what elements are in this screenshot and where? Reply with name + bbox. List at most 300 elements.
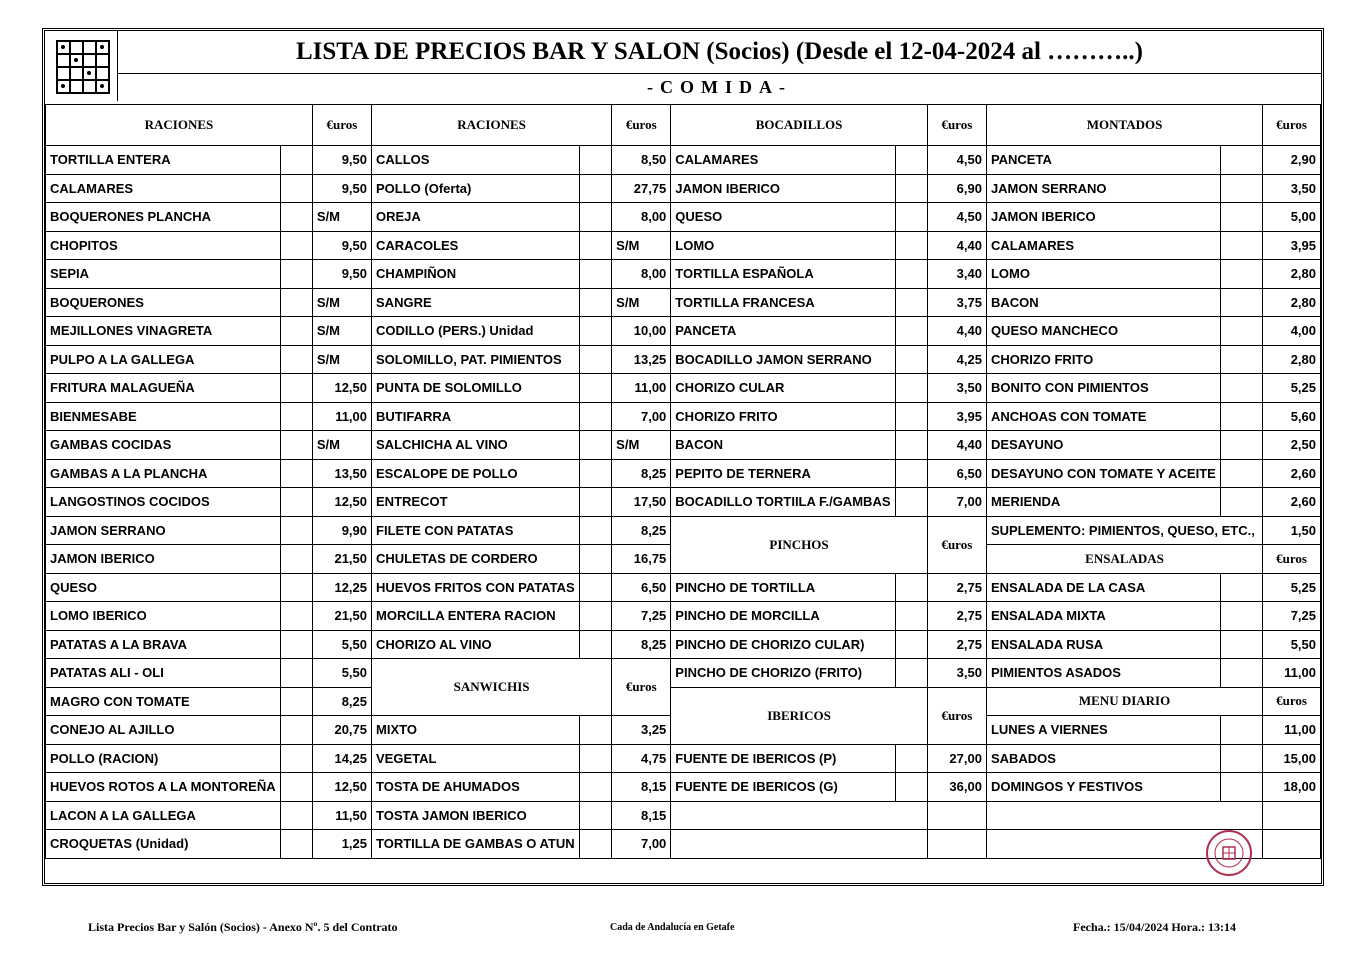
spacer-cell	[280, 687, 312, 716]
page-title: LISTA DE PRECIOS BAR Y SALON (Socios) (Desde el 12-04-2024 al ………..)	[117, 31, 1321, 74]
item-price: 7,00	[612, 830, 671, 859]
spacer-cell	[280, 602, 312, 631]
item-price: 6,50	[612, 573, 671, 602]
section-title: PINCHOS	[671, 516, 928, 573]
item-name: LUNES A VIERNES	[986, 716, 1220, 745]
item-name: CHORIZO AL VINO	[372, 630, 580, 659]
item-price: 14,25	[312, 744, 371, 773]
item-name: ENSALADA MIXTA	[986, 602, 1220, 631]
table-row	[46, 602, 1321, 631]
item-name: CHORIZO FRITO	[986, 345, 1220, 374]
item-name: ENSALADA DE LA CASA	[986, 573, 1220, 602]
item-price: 3,25	[612, 716, 671, 745]
item-name: SOLOMILLO, PAT. PIMIENTOS	[372, 345, 580, 374]
spacer-cell	[280, 459, 312, 488]
section-title: MENU DIARIO	[986, 687, 1262, 716]
table-row	[46, 830, 1321, 859]
table-row	[46, 801, 1321, 830]
spacer-cell	[579, 260, 611, 289]
item-price: 9,90	[312, 516, 371, 545]
price-list-sheet	[42, 28, 1324, 886]
item-price: 21,50	[312, 545, 371, 574]
table-row	[46, 203, 1321, 232]
currency-label: €uros	[312, 105, 371, 146]
item-name: FUENTE DE IBERICOS (P)	[671, 744, 895, 773]
spacer-cell	[280, 203, 312, 232]
table-row	[46, 317, 1321, 346]
item-name: CHORIZO FRITO	[671, 402, 895, 431]
spacer-cell	[579, 402, 611, 431]
item-price: 4,40	[927, 431, 986, 460]
item-name: PANCETA	[986, 146, 1220, 175]
item-name: MEJILLONES VINAGRETA	[46, 317, 281, 346]
item-price: 3,40	[927, 260, 986, 289]
spacer-cell	[280, 374, 312, 403]
item-price: 12,50	[312, 773, 371, 802]
spacer-cell	[1220, 716, 1262, 745]
empty-cell	[1263, 801, 1321, 830]
item-price: S/M	[312, 288, 371, 317]
item-name: JAMON SERRANO	[986, 174, 1220, 203]
table-row	[46, 488, 1321, 517]
item-name: BONITO CON PIMIENTOS	[986, 374, 1220, 403]
currency-label: €uros	[1263, 105, 1321, 146]
table-row	[46, 516, 1321, 545]
item-name: DESAYUNO CON TOMATE Y ACEITE	[986, 459, 1220, 488]
header-row	[46, 105, 1321, 146]
table-row	[46, 374, 1321, 403]
spacer-cell	[579, 801, 611, 830]
price-table	[45, 104, 1321, 859]
item-name: CROQUETAS (Unidad)	[46, 830, 281, 859]
item-price: 4,25	[927, 345, 986, 374]
spacer-cell	[1220, 231, 1262, 260]
item-price: 5,25	[1263, 573, 1321, 602]
item-price: 20,75	[312, 716, 371, 745]
item-name: BOQUERONES	[46, 288, 281, 317]
item-price: 18,00	[1263, 773, 1321, 802]
section-title: ENSALADAS	[986, 545, 1262, 574]
item-price: 8,00	[612, 203, 671, 232]
item-name: HUEVOS FRITOS CON PATATAS	[372, 573, 580, 602]
section-title: RACIONES	[46, 105, 313, 146]
item-price: 5,50	[312, 659, 371, 688]
item-price: 8,25	[612, 459, 671, 488]
item-price: 7,25	[1263, 602, 1321, 631]
spacer-cell	[579, 146, 611, 175]
spacer-cell	[280, 716, 312, 745]
table-row	[46, 431, 1321, 460]
currency-label: €uros	[927, 687, 986, 744]
table-row	[46, 659, 1321, 688]
item-price: 8,50	[612, 146, 671, 175]
item-name: FRITURA MALAGUEÑA	[46, 374, 281, 403]
item-price: 5,50	[1263, 630, 1321, 659]
currency-label: €uros	[612, 659, 671, 716]
spacer-cell	[895, 260, 927, 289]
spacer-cell	[579, 288, 611, 317]
item-name: TOSTA JAMON IBERICO	[372, 801, 580, 830]
spacer-cell	[280, 516, 312, 545]
item-name: PINCHO DE MORCILLA	[671, 602, 895, 631]
table-row	[46, 573, 1321, 602]
item-price: 2,75	[927, 602, 986, 631]
footer-center: Cada de Andalucía en Getafe	[610, 922, 735, 933]
item-price: 2,80	[1263, 260, 1321, 289]
item-price: S/M	[312, 203, 371, 232]
spacer-cell	[895, 659, 927, 688]
currency-label: €uros	[1263, 687, 1321, 716]
spacer-cell	[1220, 288, 1262, 317]
spacer-cell	[579, 716, 611, 745]
spacer-cell	[280, 260, 312, 289]
item-price: 8,15	[612, 773, 671, 802]
item-price: 2,60	[1263, 488, 1321, 517]
item-price: 5,50	[312, 630, 371, 659]
item-name: LACON A LA GALLEGA	[46, 801, 281, 830]
item-price: 11,00	[612, 374, 671, 403]
spacer-cell	[1220, 345, 1262, 374]
item-name: FILETE CON PATATAS	[372, 516, 580, 545]
spacer-cell	[579, 231, 611, 260]
section-title: RACIONES	[372, 105, 612, 146]
item-price: 2,60	[1263, 459, 1321, 488]
item-price: 3,50	[927, 659, 986, 688]
item-price: S/M	[612, 231, 671, 260]
spacer-cell	[1220, 602, 1262, 631]
spacer-cell	[895, 146, 927, 175]
item-price: 16,75	[612, 545, 671, 574]
item-price: 5,60	[1263, 402, 1321, 431]
spacer-cell	[280, 488, 312, 517]
currency-label: €uros	[612, 105, 671, 146]
section-title: BOCADILLOS	[671, 105, 928, 146]
item-price: 8,15	[612, 801, 671, 830]
spacer-cell	[1220, 431, 1262, 460]
section-title: IBERICOS	[671, 687, 928, 744]
item-name: ENSALADA RUSA	[986, 630, 1220, 659]
item-price: 21,50	[312, 602, 371, 631]
item-name: PATATAS A LA BRAVA	[46, 630, 281, 659]
item-price: 11,00	[1263, 716, 1321, 745]
spacer-cell	[1220, 630, 1262, 659]
item-name: POLLO (Oferta)	[372, 174, 580, 203]
empty-cell	[1263, 830, 1321, 859]
spacer-cell	[895, 402, 927, 431]
item-name: BOQUERONES PLANCHA	[46, 203, 281, 232]
spacer-cell	[1220, 402, 1262, 431]
item-name: BOCADILLO JAMON SERRANO	[671, 345, 895, 374]
spacer-cell	[579, 630, 611, 659]
item-name: PIMIENTOS ASADOS	[986, 659, 1220, 688]
spacer-cell	[895, 203, 927, 232]
item-price: S/M	[312, 317, 371, 346]
item-price: 2,50	[1263, 431, 1321, 460]
spacer-cell	[280, 174, 312, 203]
item-name: CALAMARES	[671, 146, 895, 175]
item-price: S/M	[612, 431, 671, 460]
item-price: 3,95	[927, 402, 986, 431]
spacer-cell	[1220, 174, 1262, 203]
spacer-cell	[895, 288, 927, 317]
item-name: ENTRECOT	[372, 488, 580, 517]
item-name: PULPO A LA GALLEGA	[46, 345, 281, 374]
spacer-cell	[895, 374, 927, 403]
item-name: SALCHICHA AL VINO	[372, 431, 580, 460]
spacer-cell	[895, 231, 927, 260]
item-price: 13,25	[612, 345, 671, 374]
item-price: 4,00	[1263, 317, 1321, 346]
item-name: BACON	[671, 431, 895, 460]
item-price: 5,25	[1263, 374, 1321, 403]
item-name: MAGRO CON TOMATE	[46, 687, 281, 716]
item-price: 1,50	[1263, 516, 1321, 545]
item-name: DOMINGOS Y FESTIVOS	[986, 773, 1220, 802]
spacer-cell	[895, 345, 927, 374]
item-price: S/M	[612, 288, 671, 317]
item-name: CONEJO AL AJILLO	[46, 716, 281, 745]
item-price: 11,00	[1263, 659, 1321, 688]
section-title: SANWICHIS	[372, 659, 612, 716]
spacer-cell	[1220, 659, 1262, 688]
item-price: 6,50	[927, 459, 986, 488]
spacer-cell	[280, 317, 312, 346]
spacer-cell	[280, 231, 312, 260]
item-name: TORTILLA FRANCESA	[671, 288, 895, 317]
item-price: 9,50	[312, 260, 371, 289]
item-price: S/M	[312, 345, 371, 374]
item-price: 9,50	[312, 174, 371, 203]
item-name: SABADOS	[986, 744, 1220, 773]
empty-cell	[671, 830, 928, 859]
spacer-cell	[1220, 374, 1262, 403]
spacer-cell	[1220, 744, 1262, 773]
empty-cell	[671, 801, 928, 830]
section-subtitle: -COMIDA-	[117, 73, 1321, 101]
item-name: PINCHO DE TORTILLA	[671, 573, 895, 602]
item-name: LOMO IBERICO	[46, 602, 281, 631]
item-name: TORTILLA DE GAMBAS O ATUN	[372, 830, 580, 859]
footer-right: Fecha.: 15/04/2024 Hora.: 13:14	[1073, 920, 1236, 934]
item-name: SUPLEMENTO: PIMIENTOS, QUESO, ETC.,	[986, 516, 1262, 545]
item-name: JAMON IBERICO	[671, 174, 895, 203]
item-price: 2,80	[1263, 288, 1321, 317]
table-row	[46, 773, 1321, 802]
spacer-cell	[579, 374, 611, 403]
table-row	[46, 402, 1321, 431]
spacer-cell	[579, 545, 611, 574]
item-price: 8,25	[612, 516, 671, 545]
item-name: GAMBAS A LA PLANCHA	[46, 459, 281, 488]
item-price: 11,00	[312, 402, 371, 431]
item-name: QUESO MANCHECO	[986, 317, 1220, 346]
spacer-cell	[579, 744, 611, 773]
item-price: 27,00	[927, 744, 986, 773]
spacer-cell	[579, 174, 611, 203]
item-name: CHULETAS DE CORDERO	[372, 545, 580, 574]
table-row	[46, 231, 1321, 260]
spacer-cell	[895, 174, 927, 203]
spacer-cell	[579, 773, 611, 802]
item-name: TOSTA DE AHUMADOS	[372, 773, 580, 802]
spacer-cell	[280, 288, 312, 317]
empty-cell	[927, 801, 986, 830]
item-name: PINCHO DE CHORIZO CULAR)	[671, 630, 895, 659]
item-name: JAMON SERRANO	[46, 516, 281, 545]
table-row	[46, 260, 1321, 289]
item-price: 8,25	[312, 687, 371, 716]
spacer-cell	[280, 801, 312, 830]
item-price: 3,95	[1263, 231, 1321, 260]
spacer-cell	[579, 459, 611, 488]
spacer-cell	[280, 659, 312, 688]
item-price: 6,90	[927, 174, 986, 203]
table-row	[46, 630, 1321, 659]
item-price: 9,50	[312, 146, 371, 175]
item-price: 7,00	[927, 488, 986, 517]
item-name: SANGRE	[372, 288, 580, 317]
spacer-cell	[1220, 773, 1262, 802]
currency-label: €uros	[927, 516, 986, 573]
item-price: 12,50	[312, 374, 371, 403]
item-price: 11,50	[312, 801, 371, 830]
item-price: 9,50	[312, 231, 371, 260]
table-row	[46, 744, 1321, 773]
footer-left: Lista Precios Bar y Salón (Socios) - Anexo Nº. 5 del Contrato	[88, 920, 398, 934]
spacer-cell	[280, 402, 312, 431]
item-name: PANCETA	[671, 317, 895, 346]
table-row	[46, 174, 1321, 203]
spacer-cell	[895, 602, 927, 631]
item-price: S/M	[312, 431, 371, 460]
item-price: 3,50	[927, 374, 986, 403]
section-title: MONTADOS	[986, 105, 1262, 146]
spacer-cell	[895, 573, 927, 602]
item-name: JAMON IBERICO	[986, 203, 1220, 232]
item-name: CALLOS	[372, 146, 580, 175]
item-price: 27,75	[612, 174, 671, 203]
item-name: TORTILLA ENTERA	[46, 146, 281, 175]
spacer-cell	[1220, 317, 1262, 346]
item-name: MIXTO	[372, 716, 580, 745]
currency-label: €uros	[1263, 545, 1321, 574]
item-price: 15,00	[1263, 744, 1321, 773]
item-name: TORTILLA ESPAÑOLA	[671, 260, 895, 289]
spacer-cell	[280, 573, 312, 602]
table-row	[46, 288, 1321, 317]
item-name: GAMBAS COCIDAS	[46, 431, 281, 460]
item-name: ESCALOPE DE POLLO	[372, 459, 580, 488]
spacer-cell	[1220, 488, 1262, 517]
spacer-cell	[280, 146, 312, 175]
item-name: CHORIZO CULAR	[671, 374, 895, 403]
item-name: QUESO	[46, 573, 281, 602]
spacer-cell	[895, 431, 927, 460]
empty-cell	[986, 801, 1262, 830]
spacer-cell	[895, 630, 927, 659]
item-name: PINCHO DE CHORIZO (FRITO)	[671, 659, 895, 688]
item-price: 3,75	[927, 288, 986, 317]
item-name: PUNTA DE SOLOMILLO	[372, 374, 580, 403]
item-price: 13,50	[312, 459, 371, 488]
spacer-cell	[280, 773, 312, 802]
item-name: VEGETAL	[372, 744, 580, 773]
item-name: LOMO	[986, 260, 1220, 289]
item-price: 4,40	[927, 317, 986, 346]
spacer-cell	[579, 488, 611, 517]
item-price: 10,00	[612, 317, 671, 346]
stamp-icon	[1200, 828, 1258, 878]
item-name: MERIENDA	[986, 488, 1220, 517]
table-row	[46, 345, 1321, 374]
spacer-cell	[280, 431, 312, 460]
spacer-cell	[1220, 260, 1262, 289]
spacer-cell	[579, 203, 611, 232]
item-price: 1,25	[312, 830, 371, 859]
item-name: SEPIA	[46, 260, 281, 289]
spacer-cell	[579, 573, 611, 602]
item-price: 12,25	[312, 573, 371, 602]
spacer-cell	[280, 545, 312, 574]
spacer-cell	[895, 773, 927, 802]
table-row	[46, 146, 1321, 175]
item-price: 2,80	[1263, 345, 1321, 374]
spacer-cell	[579, 317, 611, 346]
item-name: CALAMARES	[986, 231, 1220, 260]
spacer-cell	[280, 744, 312, 773]
item-name: FUENTE DE IBERICOS (G)	[671, 773, 895, 802]
table-row	[46, 687, 1321, 716]
item-name: CARACOLES	[372, 231, 580, 260]
item-name: LOMO	[671, 231, 895, 260]
item-price: 8,00	[612, 260, 671, 289]
item-price: 3,50	[1263, 174, 1321, 203]
spacer-cell	[1220, 573, 1262, 602]
spacer-cell	[895, 488, 927, 517]
item-name: CALAMARES	[46, 174, 281, 203]
item-name: ANCHOAS CON TOMATE	[986, 402, 1220, 431]
item-price: 2,90	[1263, 146, 1321, 175]
item-price: 7,25	[612, 602, 671, 631]
item-name: BUTIFARRA	[372, 402, 580, 431]
spacer-cell	[280, 630, 312, 659]
item-name: DESAYUNO	[986, 431, 1220, 460]
item-name: BOCADILLO TORTIILA F./GAMBAS	[671, 488, 895, 517]
spacer-cell	[280, 830, 312, 859]
item-name: BIENMESABE	[46, 402, 281, 431]
item-name: BACON	[986, 288, 1220, 317]
item-price: 8,25	[612, 630, 671, 659]
item-price: 12,50	[312, 488, 371, 517]
item-name: MORCILLA ENTERA RACION	[372, 602, 580, 631]
item-price: 4,50	[927, 203, 986, 232]
item-price: 5,00	[1263, 203, 1321, 232]
spacer-cell	[1220, 146, 1262, 175]
spacer-cell	[1220, 203, 1262, 232]
item-price: 2,75	[927, 630, 986, 659]
spacer-cell	[579, 431, 611, 460]
item-price: 7,00	[612, 402, 671, 431]
item-name: QUESO	[671, 203, 895, 232]
item-name: LANGOSTINOS COCIDOS	[46, 488, 281, 517]
item-name: JAMON IBERICO	[46, 545, 281, 574]
item-name: PEPITO DE TERNERA	[671, 459, 895, 488]
spacer-cell	[579, 345, 611, 374]
spacer-cell	[895, 744, 927, 773]
spacer-cell	[280, 345, 312, 374]
item-price: 4,40	[927, 231, 986, 260]
item-name: PATATAS ALI - OLI	[46, 659, 281, 688]
